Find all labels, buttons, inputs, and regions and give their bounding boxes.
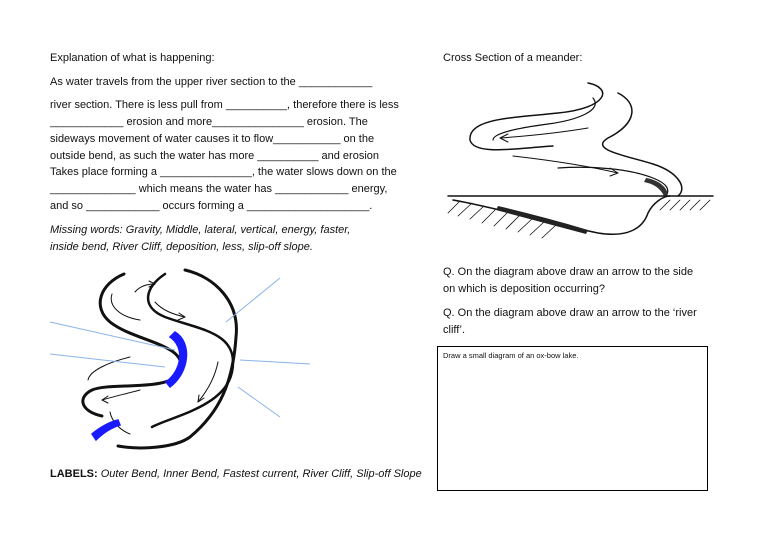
explanation-line-4: sideways movement of water causes it to flow___________ on the (50, 133, 375, 145)
flow-arrow-right (513, 156, 618, 173)
explanation-line-7: ______________ which means the water has ____________ energy, (50, 183, 388, 195)
oxbow-drawing-box[interactable] (437, 346, 708, 491)
meander-outline-upper (470, 83, 603, 150)
question-1-line-2: on which is deposition occurring? (443, 283, 606, 295)
water-segment-inner (166, 332, 186, 387)
water-segment-lower (92, 420, 120, 440)
pointer-line-bottomright (238, 387, 280, 417)
question-1-line-1: Q. On the diagram above draw an arrow to the side (443, 266, 694, 278)
explanation-line-6: Takes place forming a _______________, the water slows down on the (50, 166, 397, 178)
explanation-line-3: ____________ erosion and more_______________ erosion. The (50, 116, 368, 128)
explanation-line-1: As water travels from the upper river section to the ____________ (50, 76, 373, 88)
explanation-line-2: river section. There is less pull from __________, therefore there is less (50, 99, 399, 111)
labels-list: Outer Bend, Inner Bend, Fastest current, River Cliff, Slip-off Slope (97, 468, 422, 480)
explanation-heading: Explanation of what is happening: (50, 52, 215, 64)
explanation-line-8: and so ____________ occurs forming a ____________________. (50, 200, 373, 212)
deposit-shading (496, 206, 588, 234)
meander-plan-diagram (40, 262, 360, 462)
river-bank-right (148, 274, 233, 427)
flow-arrow (102, 390, 140, 400)
labels-line (50, 468, 422, 481)
missing-words-line-2: inside bend, River Cliff, deposition, less, slip-off slope. (50, 241, 313, 253)
pointer-line-left-2 (50, 354, 165, 367)
channel-bed (453, 196, 670, 234)
slip-off-texture (644, 178, 668, 196)
question-2-line-2: cliff’. (443, 324, 465, 336)
labels-prefix: LABELS: (50, 468, 98, 480)
pointer-line-left-1 (50, 322, 175, 350)
pointer-line-right (240, 360, 310, 364)
missing-words-line-1: Missing words: Gravity, Middle, lateral, vertical, energy, faster, (50, 224, 351, 236)
river-bank-outer (118, 270, 236, 448)
cross-section-heading: Cross Section of a meander: (443, 52, 583, 64)
question-2-line-1: Q. On the diagram above draw an arrow to the ‘river (443, 307, 697, 319)
river-bank-left (83, 274, 181, 416)
cross-section-diagram (438, 78, 718, 248)
explanation-line-5: outside bend, as such the water has more __________ and erosion (50, 150, 380, 162)
pointer-line-topright (226, 278, 280, 322)
oxbow-box-label: Draw a small diagram of an ox-bow lake. (443, 351, 579, 360)
